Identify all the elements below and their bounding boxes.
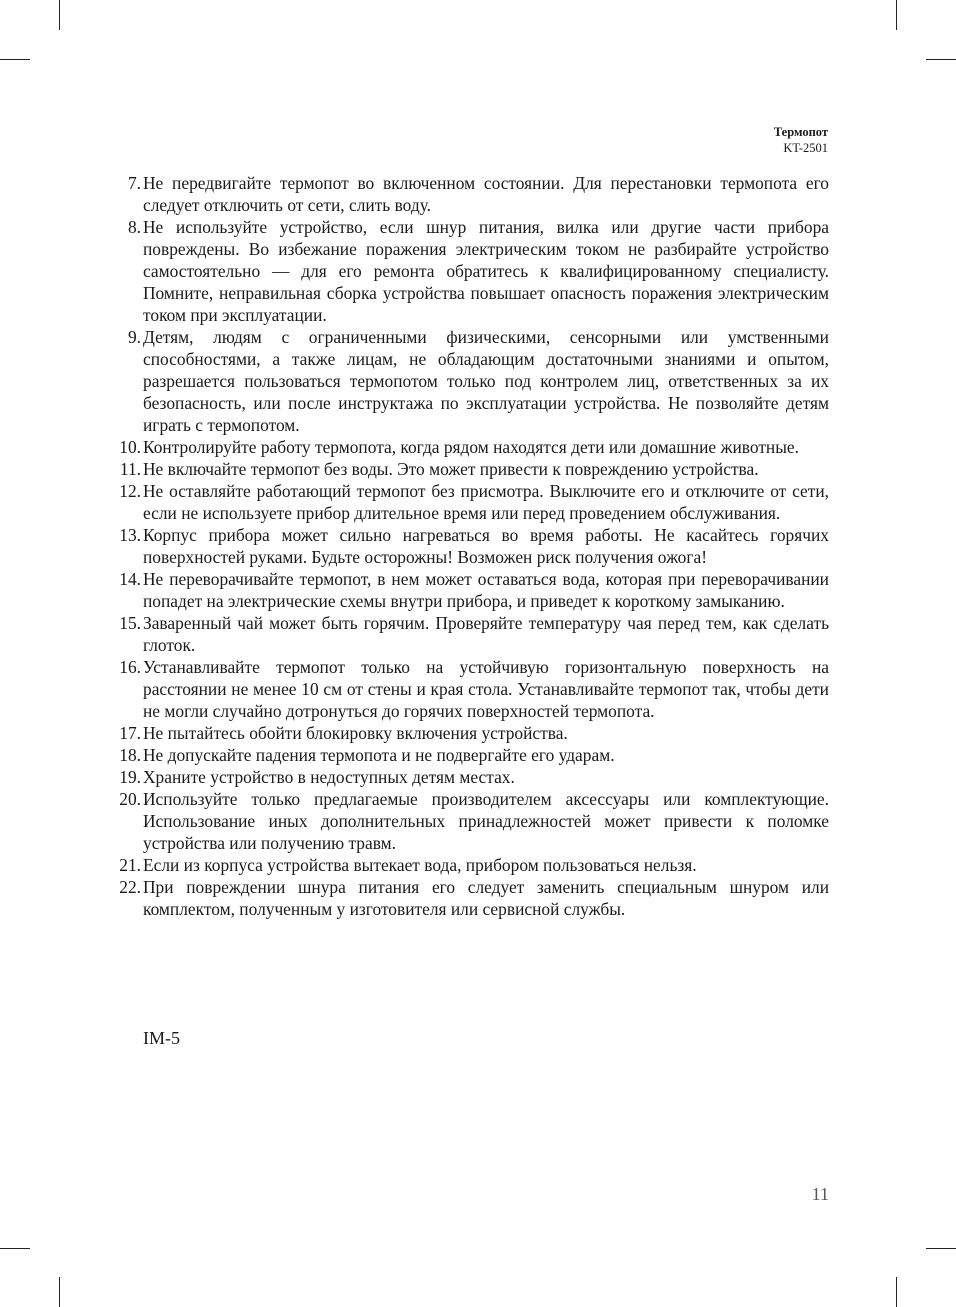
list-item	[110, 766, 829, 788]
list-item	[110, 524, 829, 568]
running-header	[774, 124, 828, 156]
crop-mark	[926, 59, 956, 60]
list-item	[110, 326, 829, 436]
list-item-text: Контролируйте работу термопота, когда рядом находятся дети или домашние животные.	[143, 437, 799, 457]
list-item-text: Не пытайтесь обойти блокировку включения устройства.	[143, 723, 568, 743]
list-item-number: 15.	[119, 613, 141, 633]
list-item	[110, 876, 829, 920]
list-item-number: 16.	[119, 657, 141, 677]
list-item-text: Не переворачивайте термопот, в нем может оставаться вода, которая при переворачивании попадет на электрические схемы внутри прибора, и приведет к короткому замыканию.	[143, 569, 829, 611]
header-model: KT-2501	[783, 141, 828, 155]
list-item-text: Используйте только предлагаемые производителем аксессуары или комплектующие. Использование иных дополнительных принадлежностей может привести к поломке устройства или получению травм.	[143, 789, 829, 853]
crop-mark	[59, 0, 60, 30]
list-item-text: Детям, людям с ограниченными физическими, сенсорными или умственными способностями, а также лицам, не обладающим достаточными знаниями и опытом, разрешается пользоваться термопотом только под контролем лиц, ответственных за их безопасность, или после инструктажа по эксплуатации устройства. Не позволяйте детям играть с термопотом.	[143, 327, 829, 435]
list-item-text: Не допускайте падения термопота и не подвергайте его ударам.	[143, 745, 615, 765]
list-item	[110, 436, 829, 458]
list-item-number: 21.	[119, 855, 141, 875]
crop-mark	[896, 0, 897, 30]
list-item	[110, 480, 829, 524]
document-code: IM-5	[143, 1028, 180, 1048]
crop-mark	[896, 1277, 897, 1307]
safety-instructions-list	[110, 172, 829, 920]
crop-mark	[926, 1248, 956, 1249]
list-item-number: 19.	[119, 767, 141, 787]
list-item-text: Устанавливайте термопот только на устойчивую горизонтальную поверхность на расстоянии не менее 10 см от стены и края стола. Устанавливайте термопот так, чтобы дети не могли случайно дотронуться до горячих поверхностей термопота.	[143, 657, 829, 721]
list-item-text: Храните устройство в недоступных детям местах.	[143, 767, 515, 787]
list-item	[110, 854, 829, 876]
list-item	[110, 744, 829, 766]
list-item-text: Не передвигайте термопот во включенном состоянии. Для перестановки термопота его следует отключить от сети, слить воду.	[143, 173, 829, 215]
page-number: 11	[811, 1184, 829, 1204]
crop-mark	[0, 59, 30, 60]
list-item-number: 11.	[119, 459, 141, 479]
list-item	[110, 656, 829, 722]
list-item	[110, 788, 829, 854]
list-item-text: Если из корпуса устройства вытекает вода, прибором пользоваться нельзя.	[143, 855, 697, 875]
list-item-number: 22.	[119, 877, 141, 897]
list-item	[110, 568, 829, 612]
list-item-number: 12.	[119, 481, 141, 501]
list-item	[110, 722, 829, 744]
list-item	[110, 458, 829, 480]
list-item-text: Не оставляйте работающий термопот без присмотра. Выключите его и отключите от сети, если не используете прибор длительное время или перед проведением обслуживания.	[143, 481, 829, 523]
list-item-text: Не используйте устройство, если шнур питания, вилка или другие части прибора повреждены. Во избежание поражения электрическим током не разбирайте устройство самостоятельно — для его ремонта обратитесь к квалифицированному специалисту. Помните, неправильная сборка устройства повышает опасность поражения электрическим током при эксплуатации.	[143, 217, 829, 325]
list-item-number: 17.	[119, 723, 141, 743]
list-item	[110, 612, 829, 656]
list-item-text: Не включайте термопот без воды. Это может привести к повреждению устройства.	[143, 459, 759, 479]
list-item-text: При повреждении шнура питания его следует заменить специальным шнуром или комплектом, полученным у изготовителя или сервисной службы.	[143, 877, 829, 919]
crop-mark	[0, 1248, 30, 1249]
list-item	[110, 216, 829, 326]
list-item-number: 14.	[119, 569, 141, 589]
list-item-number: 20.	[119, 789, 141, 809]
header-title: Термопот	[773, 125, 828, 139]
list-item-text: Заваренный чай может быть горячим. Проверяйте температуру чая перед тем, как сделать глоток.	[143, 613, 829, 655]
list-item-number: 9.	[127, 327, 141, 347]
list-item-text: Корпус прибора может сильно нагреваться во время работы. Не касайтесь горячих поверхностей руками. Будьте осторожны! Возможен риск получения ожога!	[143, 525, 829, 567]
list-item	[110, 172, 829, 216]
list-item-number: 18.	[119, 745, 141, 765]
list-item-number: 7.	[127, 173, 141, 193]
list-item-number: 10.	[119, 437, 141, 457]
list-item-number: 13.	[119, 525, 141, 545]
crop-mark	[59, 1277, 60, 1307]
list-item-number: 8.	[127, 217, 141, 237]
